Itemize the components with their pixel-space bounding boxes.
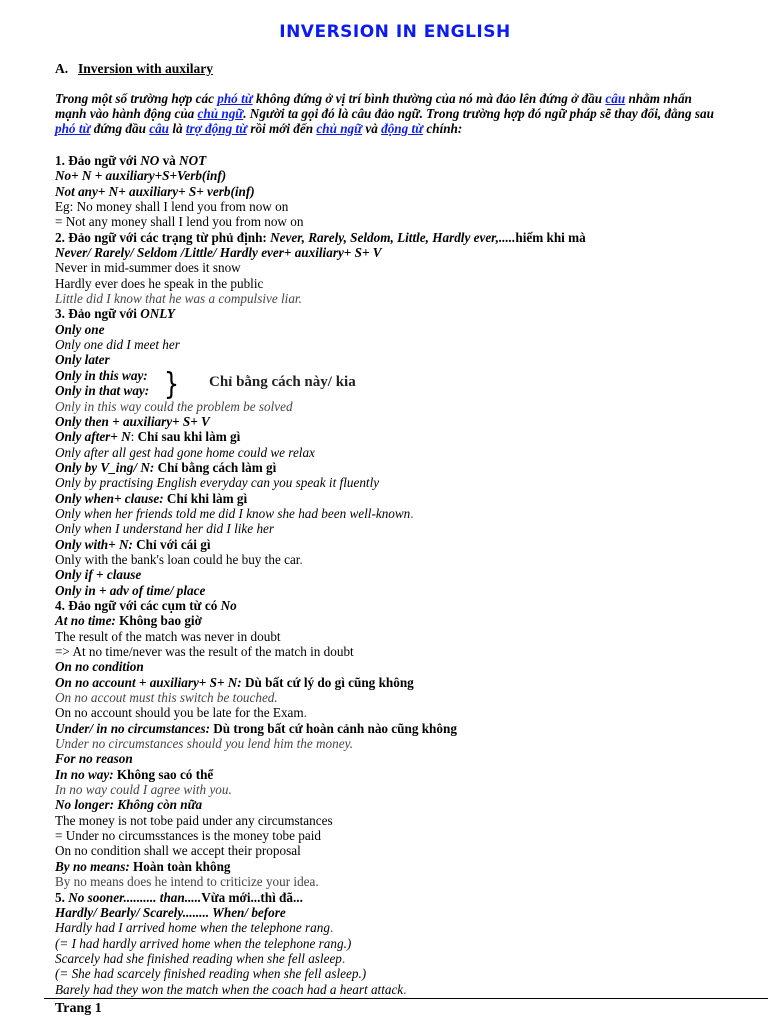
text-run: 5. [55, 889, 69, 905]
text-line [55, 982, 755, 997]
glossary-link[interactable]: động từ [381, 121, 424, 136]
text-run: Vừa mới...thì đã... [201, 889, 303, 905]
text-run: . [410, 505, 414, 521]
text-run: By no means does he intend to criticize your idea [55, 874, 316, 890]
intro-text: không đứng ở vị trí bình thường của nó mà đảo lên đứng ở đầu [252, 91, 606, 106]
text-line [55, 797, 755, 812]
text-line [55, 383, 755, 398]
intro-text: rồi mới đến [247, 121, 317, 136]
text-run: On no condition [55, 659, 144, 675]
text-line [55, 874, 755, 889]
text-run: Chỉ sau khi làm gì [137, 429, 241, 445]
text-run: Chỉ với cái gì [136, 536, 211, 552]
text-run: Only then + auxiliary+ S+ V [55, 413, 210, 429]
text-line [55, 414, 755, 429]
text-run: Only when her friends told me did I know she had been well-known [55, 505, 411, 521]
text-run: Only one [55, 321, 105, 337]
text-line [55, 843, 755, 858]
text-line [55, 751, 755, 766]
right-brace-icon: } [163, 367, 180, 402]
text-run: Under/ in no circumstances: [55, 720, 214, 736]
text-run: The money is not tobe paid under any circumstances [55, 812, 333, 828]
text-run: Scarcely had she finished reading when she fell asleep [55, 950, 342, 966]
text-run: Never in mid-summer does it snow [55, 260, 241, 276]
intro-text: chính: [423, 121, 463, 136]
text-run: Only with+ N: [55, 536, 137, 552]
text-run: Only after+ N [55, 429, 131, 445]
intro-text: . Người ta gọi đó là câu đảo ngữ. Trong trường hợp đó ngữ pháp sẽ thay đổi, đằng sau [243, 106, 714, 121]
text-run: Dù bất cứ lý do gì cũng không [244, 674, 414, 690]
text-run: . [315, 874, 319, 890]
section-title: Inversion with auxilary [78, 61, 214, 76]
text-run: Only by V_ing/ N: [55, 459, 158, 475]
text-run: Hoàn toàn không [133, 858, 231, 874]
intro-text: đứng đầu [90, 121, 150, 136]
text-run: Only in + adv of time/ place [55, 582, 206, 598]
text-run: Eg: No money shall I lend you from now on [55, 199, 289, 215]
text-run: Only when+ clause: [55, 490, 167, 506]
text-run: No [220, 597, 237, 613]
text-run: The result of the match was never in doubt [55, 628, 281, 644]
text-run: và [159, 153, 180, 168]
glossary-link[interactable]: phó từ [217, 91, 253, 106]
text-run: . [341, 950, 346, 966]
text-run: Hardly ever does he speak in the public [55, 275, 264, 291]
brace-annotation: Chỉ bằng cách này/ kia [209, 374, 356, 390]
text-run: Chỉ bằng cách làm gì [157, 459, 277, 475]
section-heading [55, 61, 213, 77]
intro-paragraph [55, 91, 725, 136]
text-run: For no reason [55, 751, 133, 767]
text-run: 1. Đảo ngữ với [55, 153, 141, 168]
text-line [55, 460, 755, 475]
text-run: Never/ Rarely/ Seldom /Little/ Hardly ever+ auxiliary+ S+ V [55, 245, 382, 261]
text-line [55, 521, 755, 536]
text-line [55, 199, 755, 214]
text-run: 3. Đảo ngữ với [55, 306, 141, 322]
text-line [55, 352, 755, 367]
text-line [55, 230, 755, 245]
glossary-link[interactable]: chủ ngữ [197, 106, 244, 121]
text-line [55, 583, 755, 598]
text-line [55, 322, 755, 337]
text-line [55, 552, 755, 567]
text-run: (= I had hardly arrived home when the telephone rang.) [55, 935, 352, 951]
text-line [55, 951, 755, 966]
text-run: . [329, 920, 334, 936]
text-line [55, 659, 755, 674]
text-run: Not any+ N+ auxiliary+ S+ verb(inf) [55, 183, 255, 199]
text-run: Dù trong bất cứ hoàn cảnh nào cũng không [213, 720, 457, 736]
text-line [55, 767, 755, 782]
text-run: NOT [179, 153, 207, 168]
text-line [55, 506, 755, 521]
intro-text: nhằm nhấn mạnh vào hành động của [55, 91, 692, 121]
text-run: 2. Đảo ngữ với các trạng từ phủ định: [55, 229, 271, 245]
text-line [55, 214, 755, 229]
page-number: Trang 1 [55, 1001, 102, 1016]
text-run: Chỉ khi làm gì [166, 490, 248, 506]
text-line [55, 736, 755, 751]
text-run: => At no time/never was the result of the match in doubt [55, 644, 354, 659]
text-line [55, 368, 755, 383]
text-line [55, 306, 755, 321]
text-run: Hardly had I arrived home when the telephone rang [55, 920, 330, 936]
text-line [55, 245, 755, 260]
glossary-link[interactable]: phó từ [55, 121, 91, 136]
text-run: Under no circumstances should you lend him the money. [55, 736, 354, 752]
text-run: . [303, 705, 307, 721]
text-line [55, 705, 755, 720]
section-letter: A. [55, 61, 69, 76]
text-run: No longer: Không còn nữa [55, 797, 203, 813]
text-run: Only in that way: [55, 383, 150, 399]
footer-divider [44, 998, 768, 999]
text-line [55, 399, 755, 414]
text-run: On no account should you be late for the Exam [55, 705, 304, 721]
text-line [55, 859, 755, 874]
text-line [55, 782, 755, 797]
text-line [55, 629, 755, 644]
text-line [55, 966, 755, 981]
text-line [55, 291, 755, 306]
text-run: In no way: [55, 766, 117, 782]
text-run: Only by practising English everyday can you speak it fluently [55, 475, 380, 491]
text-line [55, 168, 755, 183]
text-line [55, 260, 755, 275]
text-run: Only one did I meet her [55, 337, 180, 353]
text-line [55, 890, 755, 905]
text-run: No+ N + auxiliary+S+Verb(inf) [55, 168, 227, 184]
text-line [55, 828, 755, 843]
text-run: Only after all gest had gone home could we relax [55, 444, 315, 460]
glossary-link[interactable]: chủ ngữ [316, 121, 363, 136]
text-run: No sooner.......... than..... [68, 889, 202, 905]
text-line [55, 475, 755, 490]
glossary-link[interactable]: câu [605, 91, 626, 106]
text-run: Không bao giờ [119, 613, 202, 629]
document-title: INVERSION IN ENGLISH [279, 22, 511, 42]
text-line [55, 690, 755, 705]
text-line [55, 813, 755, 828]
text-run: By no means: [55, 858, 134, 874]
text-run: : [130, 429, 138, 445]
text-line [55, 491, 755, 506]
text-run: ONLY [140, 306, 175, 322]
intro-text: Trong một số trường hợp các [55, 91, 218, 106]
text-line [55, 445, 755, 460]
text-run: On no accout must this switch be touched. [55, 690, 278, 706]
text-run: (= She had scarcely finished reading when she fell asleep.) [55, 966, 367, 982]
intro-text: và [362, 121, 382, 136]
text-run: Only with the bank's loan could he buy the car [55, 551, 300, 567]
text-run: Never, Rarely, Seldom, Little, Hardly ever,..... [270, 229, 516, 245]
text-run: . [403, 981, 407, 997]
text-run: Không sao có thể [116, 766, 214, 782]
text-line [55, 598, 755, 613]
text-run: NO [140, 153, 160, 168]
text-run: On no condition shall we accept their proposal [55, 843, 301, 859]
text-run: = Under no circumsstances is the money tobe paid [55, 828, 321, 844]
text-line [55, 429, 755, 444]
text-line [55, 613, 755, 628]
text-line [55, 905, 755, 920]
text-run: Only if + clause [55, 567, 142, 583]
text-run: Only in this way could the problem be solved [55, 398, 293, 414]
text-line [55, 675, 755, 690]
text-line [55, 920, 755, 935]
text-line [55, 936, 755, 951]
text-run: At no time: [55, 613, 120, 629]
text-run: Barely had they won the match when the coach had a heart attack [55, 981, 404, 997]
text-run: Only later [55, 352, 110, 368]
text-run: hiếm khi mà [515, 229, 586, 245]
text-line [55, 721, 755, 736]
text-line [55, 537, 755, 552]
text-run: Only when I understand her did I like her [55, 521, 275, 537]
text-run: = Not any money shall I lend you from now on [55, 214, 304, 230]
text-run: . [299, 551, 303, 567]
content-lines [55, 153, 755, 997]
text-line [55, 184, 755, 199]
text-line [55, 276, 755, 291]
text-run: Hardly/ Bearly/ Scarely........ When/ before [55, 904, 286, 920]
text-run: On no account + auxiliary+ S+ N: [55, 674, 245, 690]
text-run: 4. Đảo ngữ với các cụm từ có [55, 597, 221, 613]
intro-text: là [169, 121, 186, 136]
text-line [55, 153, 755, 168]
text-line [55, 337, 755, 352]
glossary-link[interactable]: trợ động từ [185, 121, 248, 136]
text-run: In no way could I agree with you. [55, 782, 232, 798]
text-run: Little did I know that he was a compulsive liar. [55, 291, 302, 307]
text-line [55, 567, 755, 582]
text-line [55, 644, 755, 659]
text-run: Only in this way: [55, 367, 148, 383]
glossary-link[interactable]: câu [149, 121, 170, 136]
